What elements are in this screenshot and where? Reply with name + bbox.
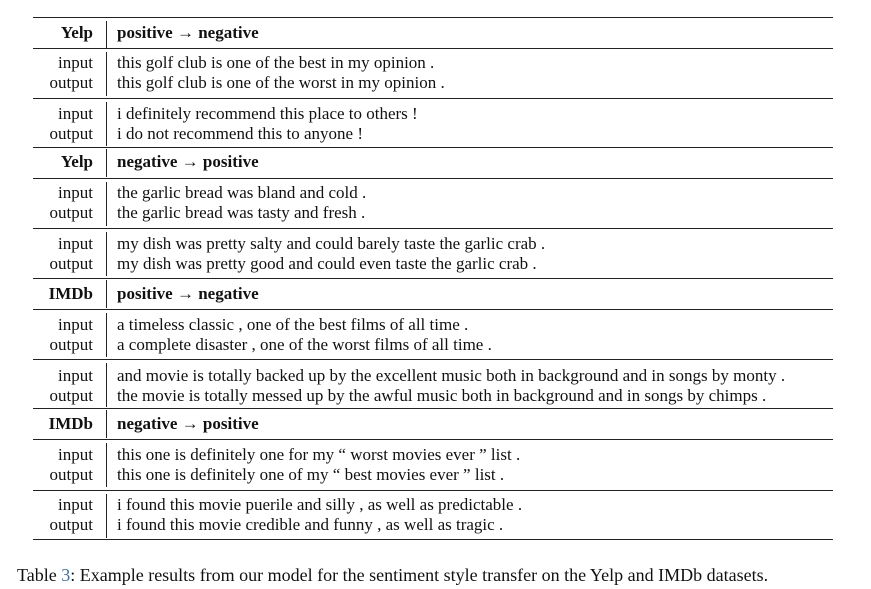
section-dataset-label: IMDb — [48, 284, 93, 303]
pair-separator-rule — [33, 98, 833, 99]
input-label: input — [58, 315, 93, 334]
output-sentence: this one is definitely one of my “ best movies ever ” list . — [117, 465, 505, 484]
table-caption — [17, 564, 768, 586]
section-direction-label: negative → positive — [117, 414, 259, 433]
input-label: input — [58, 366, 93, 385]
input-sentence: my dish was pretty salty and could barely taste the garlic crab . — [117, 234, 546, 253]
column-divider — [106, 102, 107, 146]
output-label: output — [49, 465, 93, 484]
output-label: output — [49, 203, 93, 222]
column-divider — [106, 280, 107, 308]
column-divider — [106, 363, 107, 407]
input-sentence: the garlic bread was bland and cold . — [117, 183, 367, 202]
column-divider — [106, 313, 107, 357]
input-sentence: i found this movie puerile and silly , as well as predictable . — [117, 495, 523, 514]
column-divider — [106, 232, 107, 276]
section-header-rule — [33, 309, 833, 310]
pair-separator-rule — [33, 490, 833, 491]
section-header-rule — [33, 178, 833, 179]
input-label: input — [58, 445, 93, 464]
output-label: output — [49, 386, 93, 405]
input-label: input — [58, 234, 93, 253]
column-divider — [106, 182, 107, 226]
output-sentence: a complete disaster , one of the worst films of all time . — [117, 335, 492, 354]
section-header-rule — [33, 439, 833, 440]
section-direction-label: positive → negative — [117, 284, 259, 303]
output-label: output — [49, 124, 93, 143]
input-label: input — [58, 183, 93, 202]
column-divider — [106, 21, 107, 49]
section-dataset-label: Yelp — [60, 152, 93, 171]
pair-separator-rule — [33, 228, 833, 229]
input-label: input — [58, 53, 93, 72]
output-label: output — [49, 73, 93, 92]
output-sentence: i do not recommend this to anyone ! — [117, 124, 363, 143]
section-rule — [33, 147, 833, 148]
input-sentence: and movie is totally backed up by the excellent music both in background and in songs by monty . — [117, 366, 786, 385]
section-direction-label: negative → positive — [117, 152, 259, 171]
table-top-rule — [33, 17, 833, 18]
column-divider — [106, 494, 107, 538]
column-divider — [106, 410, 107, 438]
section-dataset-label: IMDb — [48, 414, 93, 433]
output-sentence: the movie is totally messed up by the awful music both in background and in songs by chimps . — [117, 386, 767, 405]
section-rule — [33, 408, 833, 409]
column-divider — [106, 52, 107, 96]
table-bottom-rule — [33, 539, 833, 540]
section-header-rule — [33, 48, 833, 49]
output-sentence: my dish was pretty good and could even taste the garlic crab . — [117, 254, 537, 273]
input-sentence: a timeless classic , one of the best films of all time . — [117, 315, 469, 334]
output-label: output — [49, 335, 93, 354]
input-sentence: this golf club is one of the best in my opinion . — [117, 53, 435, 72]
output-sentence: i found this movie credible and funny , as well as tragic . — [117, 515, 504, 534]
section-dataset-label: Yelp — [60, 23, 93, 42]
caption-text: : Example results from our model for the sentiment style transfer on the Yelp and IMDb datasets. — [70, 565, 769, 585]
input-label: input — [58, 104, 93, 123]
input-sentence: i definitely recommend this place to others ! — [117, 104, 418, 123]
caption-prefix: Table — [17, 565, 62, 585]
input-sentence: this one is definitely one for my “ worst movies ever ” list . — [117, 445, 521, 464]
table-number-link[interactable]: 3 — [61, 565, 71, 585]
pair-separator-rule — [33, 359, 833, 360]
section-rule — [33, 278, 833, 279]
input-label: input — [58, 495, 93, 514]
output-label: output — [49, 515, 93, 534]
output-sentence: the garlic bread was tasty and fresh . — [117, 203, 366, 222]
column-divider — [106, 149, 107, 177]
column-divider — [106, 443, 107, 487]
section-direction-label: positive → negative — [117, 23, 259, 42]
output-label: output — [49, 254, 93, 273]
output-sentence: this golf club is one of the worst in my opinion . — [117, 73, 445, 92]
